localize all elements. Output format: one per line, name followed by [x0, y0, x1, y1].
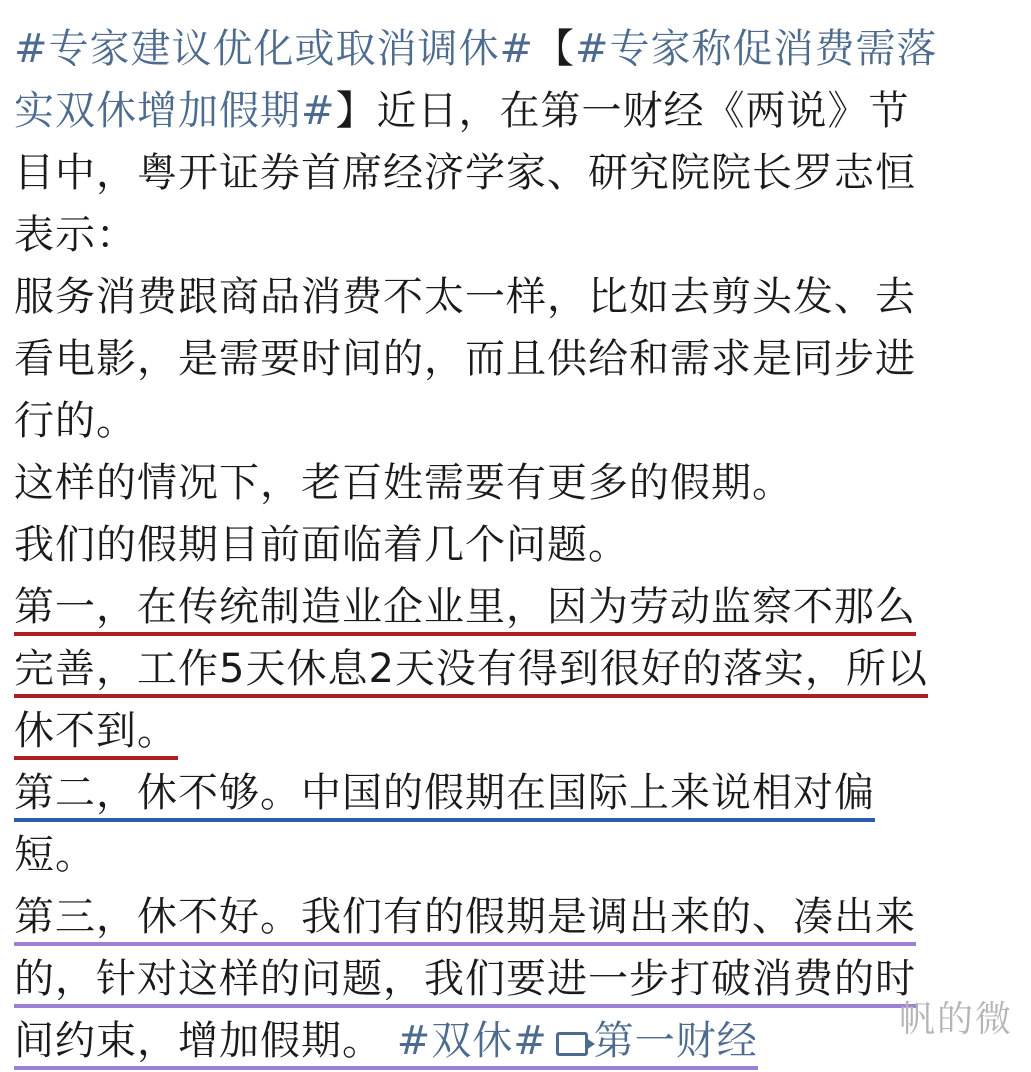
post-line-content — [14, 212, 137, 258]
post-line — [14, 142, 1014, 204]
post-text: 短。 — [14, 832, 96, 878]
post-line — [14, 1010, 1014, 1072]
post-line-content — [14, 956, 916, 1008]
post-line-content — [14, 274, 916, 320]
video-source-icon[interactable] — [556, 1032, 588, 1056]
post-line — [14, 948, 1014, 1010]
post-line-content — [14, 584, 916, 636]
post-text: 第一，在传统制造业企业里，因为劳动监察不那么 — [14, 584, 916, 630]
post-text: 休不到。 — [14, 708, 178, 754]
post-line — [14, 266, 1014, 328]
post-line — [14, 80, 1014, 142]
post-text: 服务消费跟商品消费不太一样，比如去剪头发、去 — [14, 274, 916, 320]
post-text: 间约束，增加假期。 — [14, 1018, 383, 1064]
post-line-content — [14, 708, 178, 760]
post-text: 的，针对这样的问题，我们要进一步打破消费的时 — [14, 956, 916, 1002]
post-line-content — [14, 646, 928, 698]
post-line — [14, 886, 1014, 948]
hashtag-link[interactable]: #专家称促消费需落 — [575, 26, 938, 72]
post-line-content — [14, 26, 938, 72]
post-line — [14, 824, 1014, 886]
post-text: 第二，休不够。中国的假期在国际上来说相对偏 — [14, 770, 875, 816]
post-line-content — [14, 398, 137, 444]
watermark: 帆的微 — [898, 999, 1013, 1040]
post-line-content — [14, 832, 96, 878]
post-line — [14, 514, 1014, 576]
post-line-content — [14, 522, 629, 568]
post-text: 】近日，在第一财经《两说》节 — [335, 88, 910, 134]
hashtag-link[interactable]: #专家建议优化或取消调休# — [14, 26, 535, 72]
post-line — [14, 638, 1014, 700]
post-line — [14, 576, 1014, 638]
post-line-content — [14, 894, 916, 946]
post-text: 第三，休不好。我们有的假期是调出来的、凑出来 — [14, 894, 916, 940]
post-line-content — [14, 336, 916, 382]
post-line — [14, 452, 1014, 514]
post-line-content — [14, 150, 916, 196]
post-text: 目中，粤开证券首席经济学家、研究院院长罗志恒 — [14, 150, 916, 196]
post-line — [14, 18, 1014, 80]
post-text: 行的。 — [14, 398, 137, 444]
post-line — [14, 762, 1014, 824]
hashtag-link[interactable]: #双休# — [383, 1018, 548, 1064]
post-text: 看电影，是需要时间的，而且供给和需求是同步进 — [14, 336, 916, 382]
hashtag-link[interactable]: 实双休增加假期# — [14, 88, 336, 134]
post-line — [14, 328, 1014, 390]
hashtag-link[interactable]: 第一财经 — [593, 1018, 758, 1064]
post-line — [14, 204, 1014, 266]
weibo-post-body — [14, 18, 1014, 1072]
post-line-content — [14, 88, 910, 134]
post-line — [14, 390, 1014, 452]
post-text: 【 — [534, 26, 576, 72]
post-line-content — [14, 770, 875, 822]
post-line-content — [14, 460, 793, 506]
post-text: 表示： — [14, 212, 137, 258]
post-text: 完善，工作5天休息2天没有得到很好的落实，所以 — [14, 646, 928, 692]
post-line — [14, 700, 1014, 762]
post-line-content — [14, 1018, 758, 1070]
post-text: 这样的情况下，老百姓需要有更多的假期。 — [14, 460, 793, 506]
post-text: 我们的假期目前面临着几个问题。 — [14, 522, 629, 568]
